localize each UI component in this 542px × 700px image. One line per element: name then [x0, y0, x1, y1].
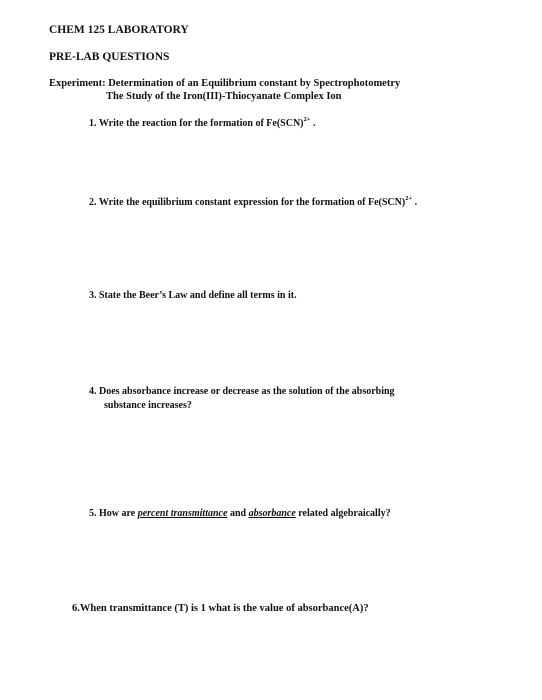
question-5 — [89, 508, 391, 519]
question-2-text: 2. Write the equilibrium constant expression for the formation of — [89, 197, 366, 208]
question-5-term-absorbance: absorbance — [248, 508, 296, 519]
question-1-text: 1. Write the reaction for the formation of — [89, 118, 264, 129]
question-2 — [89, 197, 417, 208]
question-1 — [89, 118, 315, 129]
question-5-term-percent-transmittance: percent transmittance — [137, 508, 228, 519]
experiment-title: Experiment: Determination of an Equilibrium constant by Spectrophotometry — [49, 78, 401, 89]
question-4-line-1: 4. Does absorbance increase or decrease as the solution of the absorbing — [89, 386, 395, 397]
course-title: CHEM 125 LABORATORY — [49, 24, 189, 36]
question-5-suffix: related algebraically? — [298, 508, 391, 519]
section-heading: PRE-LAB QUESTIONS — [49, 51, 170, 63]
question-1-charge: 2+ — [303, 116, 311, 123]
question-6: 6.When transmittance (T) is 1 what is the value of absorbance(A)? — [72, 603, 369, 614]
question-2-formula: Fe(SCN) — [367, 197, 406, 208]
question-3: 3. State the Beer’s Law and define all terms in it. — [89, 290, 297, 301]
question-2-end: . — [414, 197, 418, 208]
question-1-formula: Fe(SCN) — [266, 118, 304, 129]
question-5-prefix: 5. How are — [89, 508, 136, 519]
question-1-end: . — [312, 118, 316, 129]
question-4-line-2: substance increases? — [104, 400, 192, 411]
question-2-charge: 2+ — [405, 195, 413, 202]
question-5-middle: and — [229, 508, 247, 519]
experiment-subtitle: The Study of the Iron(III)-Thiocyanate Complex Ion — [106, 91, 342, 102]
